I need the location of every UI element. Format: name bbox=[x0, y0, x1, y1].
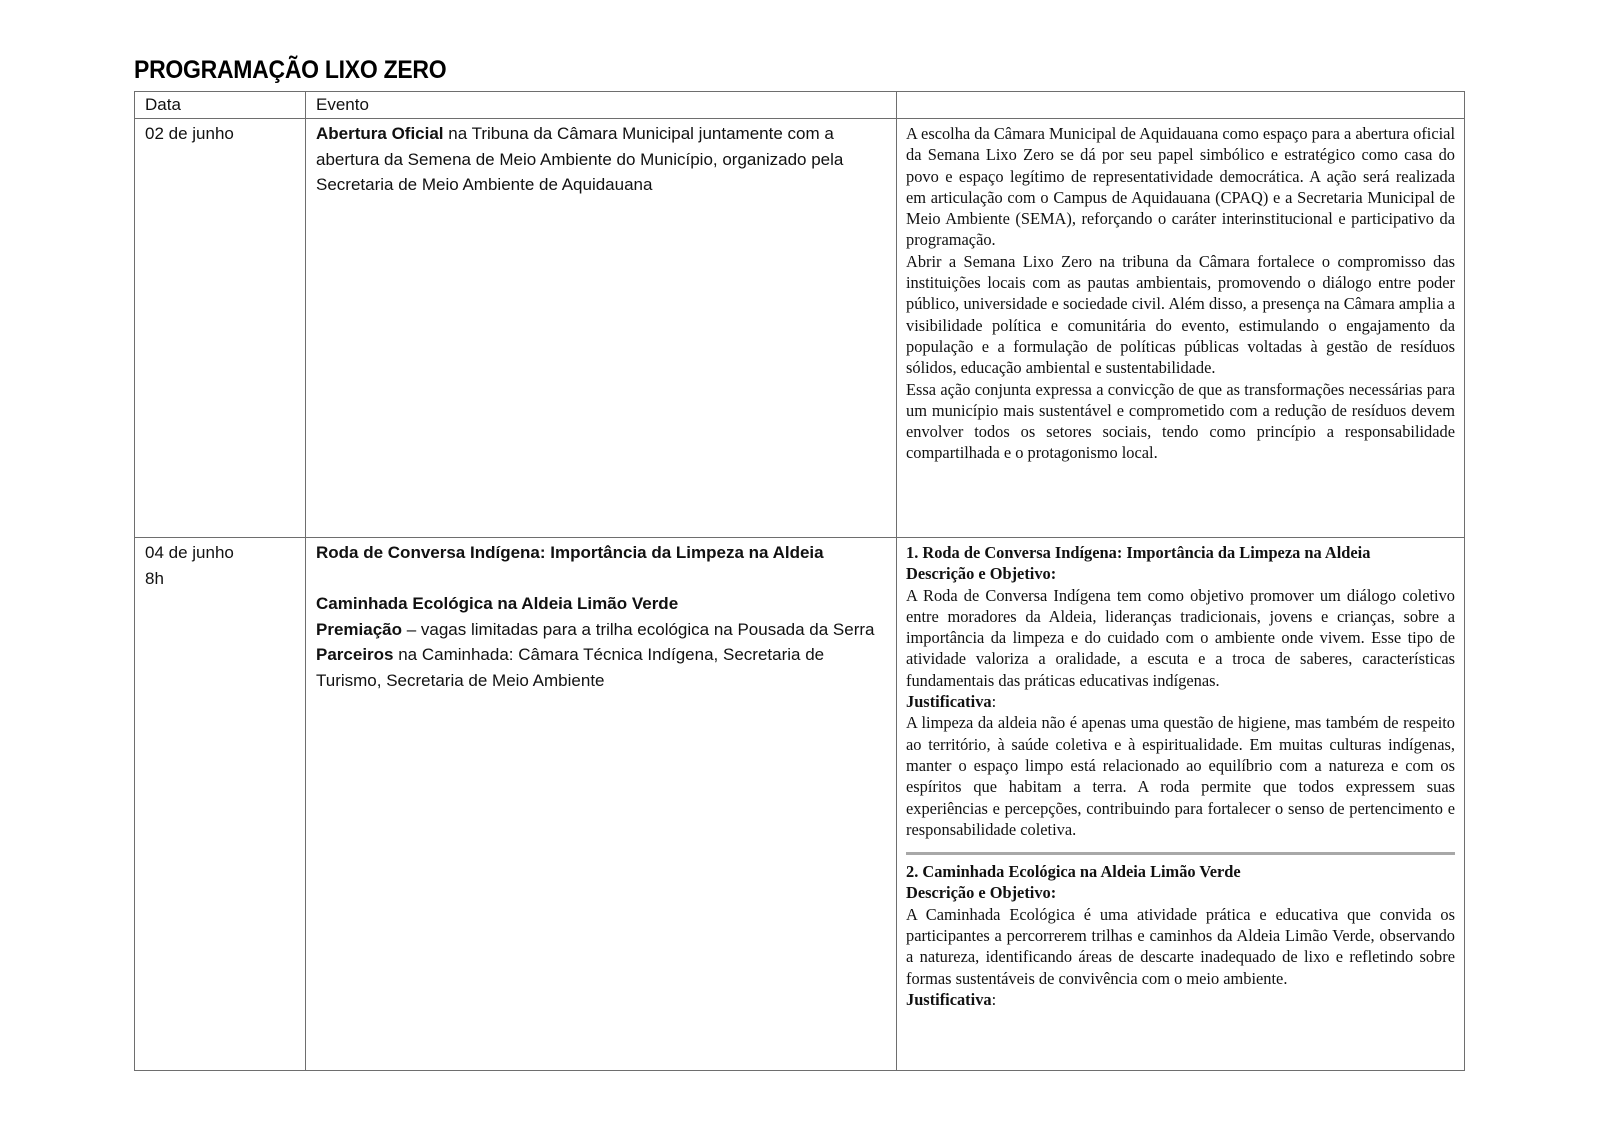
event-time: 8h bbox=[145, 568, 164, 588]
objective-label: Descrição e Objetivo: bbox=[906, 564, 1057, 584]
award-line bbox=[316, 617, 887, 643]
event-title: Caminhada Ecológica na Aldeia Limão Verde bbox=[316, 594, 679, 613]
date-cell bbox=[135, 538, 306, 1071]
objective-text: A Roda de Conversa Indígena tem como objetivo promover um diálogo coletivo entre moradores da Aldeia, lideranças tradicionais, jovens e crianças, sobre a importância da limpeza e do cuidado com o ambiente onde vivem. Esse tipo de atividade valoriza a oralidade, a escuta e a troca de saberes, características fundamentais das práticas educativas indígenas. bbox=[906, 585, 1455, 690]
award-text: – vagas limitadas para a trilha ecológica na Pousada da Serra bbox=[402, 619, 875, 639]
schedule-table bbox=[134, 91, 1465, 1071]
description-cell bbox=[897, 119, 1465, 538]
description-cell bbox=[897, 538, 1465, 1071]
description-paragraph: Abrir a Semana Lixo Zero na tribuna da Câmara fortalece o compromisso das instituições locais com as pautas ambientais, promovendo o diálogo entre poder público, universidade e sociedade civil. Além disso, a presença na Câmara amplia a visibilidade política e comunitária do evento, estimulando o engajamento da população e a formulação de políticas públicas voltadas à gestão de resíduos sólidos, educação ambiental e sustentabilidade. bbox=[906, 251, 1455, 378]
table-header-row bbox=[135, 92, 1465, 119]
justification-label: Justificativa bbox=[906, 692, 992, 712]
event-title: Abertura Oficial bbox=[316, 124, 444, 143]
event-cell bbox=[306, 119, 897, 538]
justification-text: A limpeza da aldeia não é apenas uma questão de higiene, mas também de respeito ao território, à saúde coletiva e à espiritualidade. Em muitas culturas indígenas, manter o espaço limpo está relacionado ao equilíbrio com a natureza e com os espíritos que habitam a terra. A roda permite que todos expressem suas experiências e percepções, contribuindo para fortalecer o senso de pertencimento e responsabilidade coletiva. bbox=[906, 713, 1455, 839]
partners-text: na Caminhada: Câmara Técnica Indígena, Secretaria de Turismo, Secretaria de Meio Ambiente bbox=[316, 645, 825, 690]
award-label: Premiação bbox=[316, 619, 402, 639]
justification-label: Justificativa bbox=[906, 989, 992, 1009]
table-row bbox=[135, 119, 1465, 538]
event-title: Roda de Conversa Indígena: Importância da Limpeza na Aldeia bbox=[316, 543, 824, 562]
page-title: PROGRAMAÇÃO LIXO ZERO bbox=[134, 56, 447, 84]
table-row bbox=[135, 538, 1465, 1071]
description-section-1 bbox=[906, 542, 1455, 840]
section-heading: 2. Caminhada Ecológica na Aldeia Limão Verde bbox=[906, 862, 1241, 882]
section-heading: 1. Roda de Conversa Indígena: Importância da Limpeza na Aldeia bbox=[906, 543, 1371, 562]
column-header-event: Evento bbox=[306, 92, 897, 119]
event-date: 02 de junho bbox=[145, 124, 234, 143]
justification-colon: : bbox=[991, 989, 997, 1009]
objective-text: A Caminhada Ecológica é uma atividade prática e educativa que convida os participantes a percorrerem trilhas e caminhos da Aldeia Limão Verde, observando a natureza, identificando áreas de descarte inadequado de lixo e refletindo sobre formas sustentáveis de convivência com o meio ambiente. bbox=[906, 904, 1455, 988]
objective-label: Descrição e Objetivo: bbox=[906, 883, 1057, 903]
justification-label-line bbox=[906, 691, 1455, 712]
event-date: 04 de junho bbox=[145, 543, 234, 562]
description-paragraph: A escolha da Câmara Municipal de Aquidauana como espaço para a abertura oficial da Semana Lixo Zero se dá por seu papel simbólico e estratégico como casa do povo e espaço legítimo de representatividade democrática. A ação será realizada em articulação com o Campus de Aquidauana (CPAQ) e a Secretaria Municipal de Meio Ambiente (SEMA), reforçando o caráter interinstitucional e participativo da programação. bbox=[906, 124, 1455, 250]
column-header-date: Data bbox=[135, 92, 306, 119]
justification-label-line bbox=[906, 989, 1455, 1010]
event-text: na Tribuna da Câmara Municipal juntamente com a abertura da Semena de Meio Ambiente do Município, organizado pela Secretaria de Meio Ambiente de Aquidauana bbox=[316, 124, 844, 194]
column-header-description bbox=[897, 92, 1465, 119]
description-section-2 bbox=[906, 861, 1455, 1010]
partners-line bbox=[316, 642, 887, 693]
date-cell bbox=[135, 119, 306, 538]
description-paragraph: Essa ação conjunta expressa a convicção de que as transformações necessárias para um município mais sustentável e comprometido com a redução de resíduos devem envolver todos os setores sociais, tendo como princípio a responsabilidade compartilhada e o protagonismo local. bbox=[906, 379, 1455, 463]
justification-colon: : bbox=[991, 692, 997, 712]
event-cell bbox=[306, 538, 897, 1071]
section-divider bbox=[906, 852, 1455, 855]
partners-label: Parceiros bbox=[316, 645, 394, 664]
blank-line bbox=[316, 566, 887, 592]
